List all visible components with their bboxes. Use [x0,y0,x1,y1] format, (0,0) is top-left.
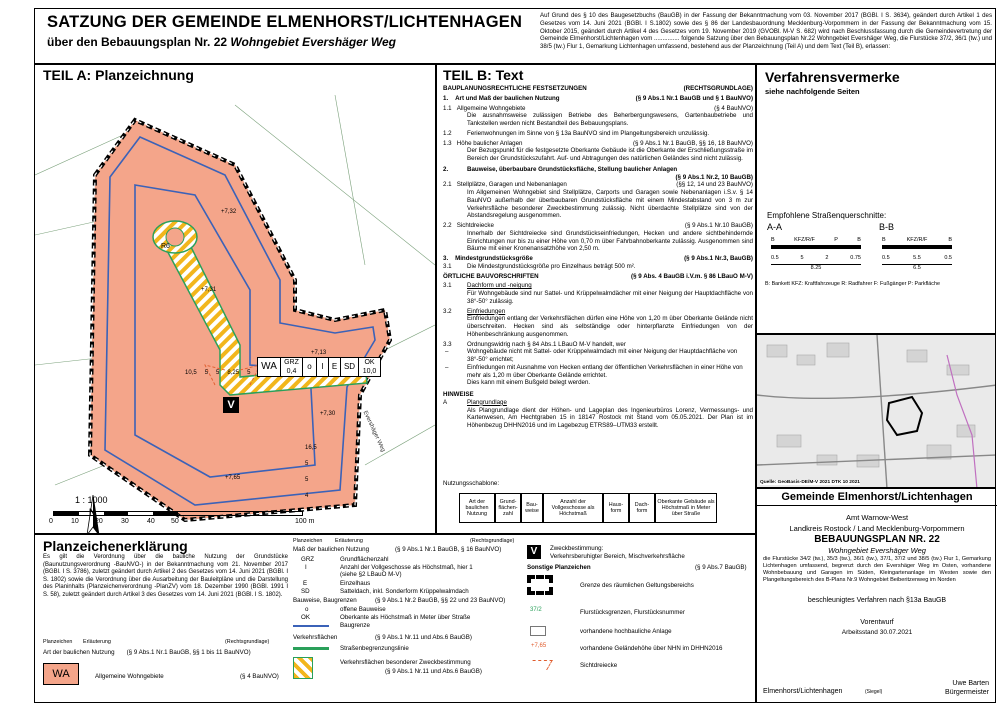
aa-section-labels: B KFZ/R/F P B [771,237,861,243]
bplan-title: BEBAUUNGSPLAN NR. 22 [814,534,940,545]
aa-section-bar [771,245,861,249]
preamble: Auf Grund des § 10 des Baugesetzbuchs (BauGB) in der Fassung der Bekanntmachung vom 03. November 2017 (BGBl. I S. 3634), geändert durch Artikel 1 des Gesetzes vom 14. Juni 2021 (BGBl. I S.1802) sowie des § 86 der Landesbauordnung Mecklenburg-Vorpommern in der Fassung der Bekanntmachung vom 15. Oktober 2015, geändert durch Artikel 4 des Gesetzes vom 19. November 2019 (GVOBl. M-V S. 682) wird nach Beschlussfassung durch die Gemeindevertretung der Gemeinde Elmenhorst/Lichtenhagen vom ............... folgende Satzung über den Bebauungsplan Nr.22 Wohngebiet Evershäger Weg, die Flurstücke 37/2, 36/1 (tw.) und 38/5 (tw.) Flur 1, Gemarkung Lichtenhagen umfassend, bestehend aus der Planzeichnung (Teil A) und dem Text (Teil B), erlassen: [540,12,992,51]
verkehr-besonders-ref: (§ 9 Abs.1 Nr.11 und Abs.6 BauGB) [385,668,482,675]
i-text: Anzahl der Vollgeschosse als Höchstmaß, hier 1 (siehe §2 LBauO M-V) [340,564,473,579]
verkehr-ref: (§ 9 Abs.1 Nr.11 und Abs.6 BauGB) [375,634,472,641]
teil-b-title: TEIL B: Text [443,67,524,83]
v-text1: Zweckbestimmung: [550,545,604,552]
col1-head-expl: Erläuterung [83,639,111,645]
verf-title: Verfahrensvermerke [765,69,900,85]
sign-role: Bürgermeister [945,689,989,696]
dimension-labels: 10,5 5 5 8,25 5 [185,370,251,376]
ok-sym: OK [301,614,310,621]
gelaende-text: vorhandene Geländehöhe über NHN im DHHN2016 [580,645,723,652]
sonstige-ref: (§ 9 Abs.7 BauGB) [695,564,747,571]
verfahren: beschleunigtes Verfahren nach §13a BauGB [807,597,947,604]
bb-label: B-B [879,222,895,232]
strasse-sample [293,647,329,650]
street-abbr: B: Bankett KFZ: Kraftfahrzeuge R: Radfahrer F: Fußgänger P: Parkfläche [765,281,940,287]
anlage-text: vorhandene hochbauliche Anlage [580,628,672,635]
aa-dims: 0.5 5 2 0.75 [771,255,861,261]
landkreis: Landkreis Rostock / Land Mecklenburg-Vorpommern [789,524,965,533]
sonstige-heading: Sonstige Planzeichen [527,564,591,571]
gemeinde-title: Gemeinde Elmenhorst/Lichtenhagen [757,491,997,506]
elev-left: +7,31 [201,287,217,293]
i-sym: I [305,564,307,571]
verf-sub: siehe nachfolgende Seiten [765,87,860,96]
legend-intro: Es gilt die Verordnung über die bauliche Nutzung der Grundstücke (Baunutzungsverordnung -BauNVO-) in der Bekanntmachung vom 21. November 2017 (BGBl. I S. 3786), zuletzt geändert durch Artikel 2 des Gesetzes vom 14. Juni 2021 (BGBl. I S. 1802) sowie die Verordnung über die Ausarbeitung der Bauleitpläne und die Darstellung des Planinhalts (Planzeichenverordnung -PlanZV) vom 18. Dezember 1990 (BGBl. 1991 I S. 58), zuletzt geändert durch Artikel 3 des Gesetzes vom 14. Juni 2021 (BGBl. I S. 1802). [43,554,288,598]
aa-label: A-A [767,222,783,232]
art-heading: Art der baulichen Nutzung (§ 9 Abs.1 Nr.1 BauGB, §§ 1 bis 11 BauNVO) [43,649,251,656]
arbeitsstand: Arbeitsstand 30.07.2021 [841,629,913,636]
verkehr-heading: Verkehrsflächen [293,634,338,641]
e-text: Einzelhaus [340,580,371,587]
teil-a-title: TEIL A: Planzeichnung [43,67,194,83]
bauweise-ref: (§ 9 Abs.1 Nr.2 BauGB, §§ 22 und 23 BauNVO) [375,597,506,604]
scale-bar [53,511,303,516]
col1-head-plan: Planzeichen [43,639,73,645]
header-box [34,8,996,64]
col2-head-plan: Planzeichen [293,538,323,544]
verfahren-panel [756,64,996,334]
strasse-text: Straßenbegrenzungslinie [340,645,409,652]
street-title: Empfohlene Straßenquerschnitte: [767,211,887,220]
teil-a-panel: TEIL A: Planzeichnung N WA GRZ 0,4 o I E SD OK 10,0 V R6 +7,32 +7,13 +7,30 +7,65 +7,31 Evershäger Weg 10,5 5 5 8,25 5 16,5 5 5 4 1 : 1000 0 10 20 30 40 50 100 m [34,64,436,534]
sign-name: Uwe Barten [952,680,989,687]
map-credit: Quelle: GeoBasis-DE/M-V 2021 DTK 10 2021 [760,480,860,485]
col2-head-basis: (Rechtsgrundlage) [470,538,515,544]
legend-panel [34,534,756,703]
page-subtitle: über den Bebauungsplan Nr. 22 Wohngebiet Evershäger Weg [47,35,396,49]
v-text2: Verkehrsberuhigter Bereich, Mischverkehrsfläche [550,553,685,560]
page-title: SATZUNG DER GEMEINDE ELMENHORST/LICHTENHAGEN [47,13,523,31]
baugrenze-sample [293,625,329,627]
grenze-sample [527,575,553,595]
wa-ref: (§ 4 BauNVO) [240,673,279,680]
teil-b-body: BAUPLANUNGSRECHTLICHE FESTSETZUNGEN (RECHTSGRUNDLAGE) 1. Art und Maß der baulichen Nutzung (§ 9 Abs.1 Nr.1 BauGB und § 1 BauNVO) 1.1 Allgemeine Wohngebiete (§ 4 BauNVO) Die ausnahmsweise zulässigen Betriebe des Beherbergungswesens, Gartenbaubetriebe und Tankstellen werden nicht Bestandteil des Bebauungsplans. 1.2 Ferienwohnungen im Sinne von § 13a BauNVO sind im Plangeltungsbereich unzulässig. 1.3 Höhe baulicher Anlagen (§ 9 Abs.1 Nr.1 BauGB, §§ 16, 18 BauNVO) Der Bezugspunkt für die festgesetzte Oberkante Gebäude ist die Oberkante der Erschließungsstraße im Bereich der Grundstückszufahrt. Auf- und Abtragungen des natürlichen Geländes sind nicht zulässig. 2. Bauweise, überbaubare Grundstücksfläche, Stellung baulicher Anlagen (§ 9 Abs.1 Nr.2, 10 BauGB) 2.1 Stellplätze, Garagen und Nebenanlagen (§§ 12, 14 und 23 BauNVO) Im Allgemeinen Wohngebiet sind Stellplätze, Carports und Garagen sowie Nebenanlagen i.S.v. § 14 BauNVO außerhalb der überbaubaren Grundstücksfläche mit einem Mindestabstand von 3 m zur Verkehrsfläche besonderer Zweckbestimmung zulässig. Nicht überdachte Stellplätze sind von der Abstandsregelung ausgenommen. 2.2 Sichtdreiecke (§ 9 Abs.1 Nr.10 BauGB) Innerhalb der Sichtdreiecke sind Grundstückseinfriedungen, Hecken und andere sichtbehindernde Einrichtungen nur bis zu einer Höhe von 0,70 m über Fahrbahnoberkante zulässig. Ausgenommen sind Bäume mit einer Kronenansatzhöhe von 2,50 m. 3. Mindestgrundstücksgröße (§ 9 Abs.1 Nr.3, BauGB) 3.1 Die Mindestgrundstücksgröße pro Einzelhaus beträgt 500 m². ÖRTLICHE BAUVORSCHRIFTEN (§ 9 Abs. 4 BauGB i.V.m. § 86 LBauO M-V) 3.1 Dachform und -neigung Für Wohngebäude sind nur Sattel- und Krüppelwalmdächer mit einer Neigung der Hauptdachfläche von 38°-50° zulässig. 3.2 Einfriedungen Einfriedungen entlang der Verkehrsflächen dürfen eine Höhe von 1,20 m über Oberkante Gelände nicht überschreiten. Hecken sind als selbständige oder hinterpflanzte Einfriedungen von der Höhenbeschränkung ausgenommen. 3.3 Ordnungswidrig nach § 84 Abs.1 LBauO M-V handelt, wer – Wohngebäude nicht mit Sattel- oder Krüppelwalmdach mit einer Neigung der Hauptdachfläche von 38°-50° errichtet; – Einfriedungen mit Ausnahme von Hecken entlang der öffentlichen Verkehrsflächen in einer Höhe von mehr als 1,20 m über Oberkante Gelände errichtet. Dies kann mit einem Bußgeld belegt werden. HINWEISE A Plangrundlage Als Plangrundlage dient der Höhen- und Lageplan des Ingenieurbüros Lorenz, Vermessungs- und Kartenwesen, Am Hechtgraben 15 in 18147 Rostock mit Stand vom 05.05.2021. Der Plan ist im Höhenbezug DHHN2016 und im Lagebezug ETRS89–UTM33 erstellt. [443,85,753,430]
e-sym: E [303,580,308,587]
siegel: (Siegel) [865,689,883,695]
bplan-name: Wohngebiet Evershäger Weg [828,546,926,555]
svg-text:N: N [89,507,96,517]
vorentwurf: Vorentwurf [860,619,894,626]
verkehr-besonders-sample [293,657,313,679]
anlage-sample [530,626,546,636]
sign-left: Elmenhorst/Lichtenhagen [763,688,843,695]
bb-dims: 0.5 5.5 0.5 [882,255,952,261]
col1-head-basis: (Rechtsgrundlage) [225,639,270,645]
o-text: offene Bauweise [340,606,386,613]
dimension-labels-2: 16,5 5 5 4 [305,445,317,499]
aa-total: 8.25 [771,264,861,271]
legend-v-symbol: V [527,545,541,559]
wa-text: Allgemeine Wohngebiete [95,673,164,680]
grz-text: Grundflächenzahl [340,556,389,563]
grz-sym: GRZ [301,556,315,563]
overview-map [756,334,996,488]
sd-text: Satteldach, inkl. Sonderform Krüppelwalmdach [340,588,469,595]
elev-bottom: +7,65 [225,475,241,481]
legend-title: Planzeichenerklärung [43,538,188,554]
bb-section-bar [882,245,952,249]
title-block [756,488,996,703]
scale-ratio: 1 : 1000 [75,495,108,505]
flurstueck-text: Flurstücksgrenzen, Flurstücksnummer [580,609,685,616]
amt: Amt Warnow-West [845,513,909,522]
road-name-label: Evershäger Weg [361,410,386,453]
bauweise-heading: Bauweise, Baugrenzen [293,597,357,604]
overview-map-drawing [757,335,996,488]
bplan-desc: die Flurstücke 34/2 (tw.), 35/3 (tw.), 36/1 (tw.), 37/1, 37/2 und 38/5 (tw.) Flur 1, Gemarkung Lichtenhagen umfassend, begrenzt durch den Evershäger Weg im Osten, vorhandene Wohnbebauung und Garagen im Süden, Kleingartenanlage im Westen sowie den Plangeltungsbereich des B-Plans Nr.9 Wohngebiet Beiberitzenweg im Norden [763,556,991,583]
o-sym: o [305,606,309,613]
col2-head-expl: Erläuterung [335,538,363,544]
elev-top: +7,32 [221,209,237,215]
plan-drawing [35,65,435,533]
plan-schablone: WA GRZ 0,4 o I E SD OK 10,0 [257,357,381,377]
elev-low: +7,30 [320,411,336,417]
mass-heading: Maß der baulichen Nutzung [293,546,370,553]
mass-ref: (§ 9 Abs.1 Nr.1 BauGB, § 16 BauNVO) [395,546,502,553]
flur-sym: 37/2 [530,607,542,613]
baugrenze-text: Baugrenze [340,622,370,629]
sicht-text: Sichtdreiecke [580,662,618,669]
teil-b-panel [436,64,756,534]
wa-symbol: WA [43,663,79,685]
v-symbol: V [223,397,239,413]
grenze-text: Grenze des räumlichen Geltungsbereichs [580,582,694,589]
gelaende-sym: +7,65 [531,643,547,649]
sicht-sample [527,660,553,670]
circle-label: R6 [161,243,170,250]
schablone-table: Art der baulichen Nutzung Grund-flächen-zahl Bau-weise Anzahl der Vollgeschosse als Höchstmaß Haus-form Dach-form Oberkante Gebäude als Höchstmaß in Meter über Straße [459,493,717,523]
sd-sym: SD [301,588,310,595]
verkehr-besonders-text: Verkehrsflächen besonderer Zweckbestimmung [340,659,471,666]
schablone-title: Nutzungsschablone: [443,480,500,487]
bb-section-labels: B KFZ/R/F B [882,237,952,243]
bb-total: 6.5 [882,264,952,271]
elev-mid: +7,13 [311,350,327,356]
ok-text: Oberkante als Höchstmaß in Meter über Straße [340,614,471,621]
